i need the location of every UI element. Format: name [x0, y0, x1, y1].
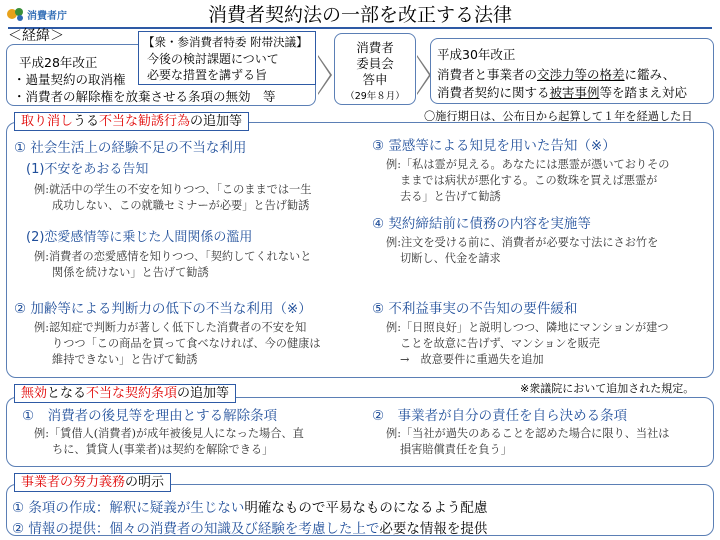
s1-item5-ex2: ことを故意に告げず、マンションを販売 [400, 337, 600, 350]
s1-item5-heading: ⑤ 不利益事実の不告知の要件緩和 [372, 301, 578, 317]
section1-title-d: の追加等 [190, 114, 243, 129]
s1-item5-ex1: 例:「日照良好」と説明しつつ、隣地にマンションが建つ [386, 321, 669, 334]
background-label: ＜経緯＞ [8, 28, 64, 44]
s3-line1-a: ① 条項の作成：解釈に疑義が生じない [12, 500, 245, 516]
s1-item2-ex2: りつつ「この商品を買って食べなければ、今の健康は [52, 337, 321, 350]
h30-line1-a: 消費者と事業者の [437, 67, 538, 82]
section2-title-b: となる [47, 386, 87, 401]
s2-item1-heading: ① 消費者の後見等を理由とする解除条項 [22, 408, 278, 424]
s1-item5-ex3: → 故意要件に重過失を追加 [400, 353, 544, 366]
s1-item1-sub1-heading: (1)不安をあおる告知 [26, 162, 149, 177]
lower-house-note: ※衆議院において追加された規定。 [520, 382, 695, 395]
h30-line1-b: 交渉力等の格差 [537, 67, 625, 82]
section2-title [14, 384, 236, 403]
h30-line2-b: 被害事例 [549, 85, 600, 100]
s1-item3-heading: ③ 霊感等による知見を用いた告知（※） [372, 138, 616, 154]
s1-item4-ex2: 切断し、代金を請求 [400, 252, 501, 265]
section1-title-b: うる [73, 114, 100, 129]
logo-text: 消費者庁 [27, 11, 67, 22]
s1-item1-sub2-ex2: 関係を続けない」と告げて勧誘 [52, 266, 209, 279]
s1-item4-heading: ④ 契約締結前に債務の内容を実施等 [372, 216, 591, 232]
s1-item3-ex3: 去る」と告げて勧誘 [400, 190, 501, 203]
committee-box [334, 33, 416, 105]
committee-line2: 委員会 [356, 56, 394, 71]
s1-item1-sub2-heading: (2)恋愛感情等に乗じた人間関係の濫用 [26, 230, 253, 245]
s1-item3-ex1: 例:「私は霊が見える。あなたには悪霊が憑いておりその [386, 158, 670, 171]
s1-item1-sub2-ex1: 例:消費者の恋愛感情を知りつつ、「契約してくれないと [34, 250, 312, 263]
s1-item2-ex3: 維持できない」と告げて勧誘 [52, 353, 198, 366]
h30-line1 [437, 65, 675, 83]
section3-title [14, 473, 171, 492]
s3-line2-b: 必要な情報を提供 [379, 521, 488, 537]
section2-title-a: 無効 [21, 386, 48, 401]
h30-line2-c: 等を踏まえ対応 [599, 85, 688, 100]
section1-title [14, 112, 249, 131]
s2-item2-ex1: 例:「当社が過失のあることを認めた場合に限り、当社は [386, 427, 670, 440]
h28-year: 平成28年改正 [19, 55, 98, 70]
resolution-line3: 必要な措置を講ずる旨 [147, 68, 268, 82]
title-underline [8, 27, 712, 29]
committee-line3: 答申 [362, 72, 388, 87]
h30-line2-a: 消費者契約に関する [437, 85, 550, 100]
s3-line2-a: ② 情報の提供：個々の消費者の知識及び経験を考慮した上で [12, 521, 380, 537]
s3-line1-b: 明確なもので平易なものになるよう配慮 [244, 500, 488, 516]
arrow-2-fill [417, 57, 429, 93]
h30-year: 平成30年改正 [437, 47, 516, 62]
committee-date: （29年８月） [345, 91, 405, 102]
s1-item1-sub1-ex1: 例:就活中の学生の不安を知りつつ、「このままでは一生 [34, 183, 312, 196]
s1-item1-heading: ① 社会生活上の経験不足の不当な利用 [14, 140, 247, 156]
section2-title-d: の追加等 [177, 386, 230, 401]
effective-date-note: 〇施行期日は、公布日から起算して１年を経過した日 [424, 110, 693, 123]
s1-item4-ex1: 例:注文を受ける前に、消費者が必要な寸法にさお竹を [386, 236, 659, 249]
h30-box [430, 38, 714, 104]
section1-title-c: 不当な勧誘行為 [99, 114, 191, 129]
h28-item2: ・消費者の解除権を放棄させる条項の無効 等 [13, 89, 276, 104]
section1-title-a: 取り消し [21, 114, 74, 129]
h30-line2 [437, 83, 687, 101]
committee-line1: 消費者 [356, 40, 394, 55]
arrow-1-fill [318, 57, 330, 93]
section3-title-b: の明示 [125, 475, 165, 490]
h28-item1: ・過量契約の取消権 [13, 72, 126, 87]
s2-item2-ex2: 損害賠償責任を負う」 [400, 443, 512, 456]
s1-item2-heading: ② 加齢等による判断力の低下の不当な利用（※） [14, 301, 312, 317]
resolution-line1: 【衆・参消費者特委 附帯決議】 [143, 35, 308, 49]
s1-item2-ex1: 例:認知症で判断力が著しく低下した消費者の不安を知 [34, 321, 307, 334]
s2-item2-heading: ② 事業者が自分の責任を自ら決める条項 [372, 408, 628, 424]
s1-item3-ex2: ままでは病状が悪化する。この数珠を買えば悪霊が [400, 174, 658, 187]
h30-line1-c: に鑑み、 [624, 67, 676, 82]
s2-item1-ex2: ちに、賃貸人(事業者)は契約を解除できる」 [52, 443, 274, 456]
section3-title-a: 事業者の努力義務 [21, 475, 126, 490]
s2-item1-ex1: 例:「賃借人(消費者)が成年被後見人になった場合、直 [34, 427, 304, 440]
page-title: 消費者契約法の一部を改正する法律 [207, 4, 512, 26]
section2-title-c: 不当な契約条項 [86, 386, 178, 401]
resolution-box [138, 31, 316, 85]
s3-line2 [12, 517, 487, 537]
s1-item1-sub1-ex2: 成功しない、この就職セミナーが必要」と告げ勧誘 [52, 199, 310, 212]
resolution-line2: 今後の検討課題について [147, 52, 279, 66]
s3-line1 [12, 496, 487, 516]
